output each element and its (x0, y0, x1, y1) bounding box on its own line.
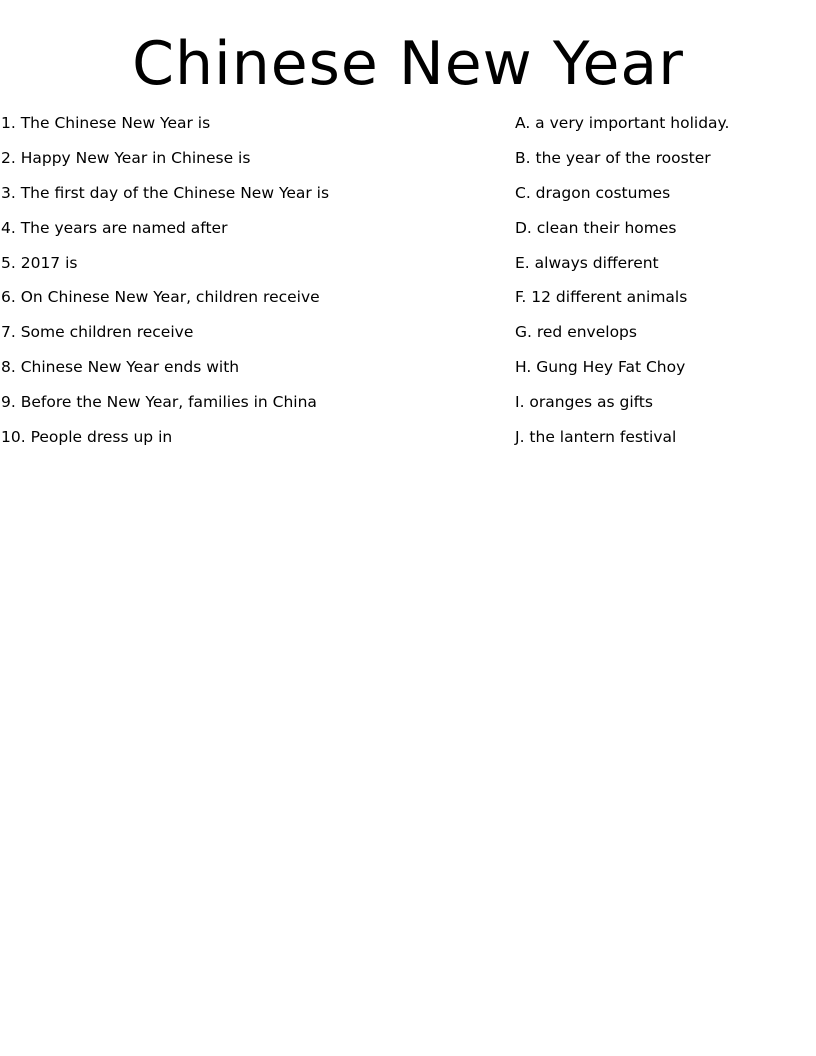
page-title: Chinese New Year (132, 29, 684, 99)
question-item: 1. The Chinese New Year is (1, 114, 211, 132)
answer-item: D. clean their homes (515, 218, 677, 237)
question-item: 3. The first day of the Chinese New Year is (1, 183, 330, 202)
question-item: 2. Happy New Year in Chinese is (1, 148, 251, 167)
question-item: 4. The years are named after (1, 218, 228, 237)
answer-item: I. oranges as gifts (515, 393, 653, 412)
answer-item: G. red envelops (515, 323, 637, 342)
question-item: 6. On Chinese New Year, children receive (1, 288, 320, 307)
answers-list (515, 112, 810, 461)
answer-item: E. always different (515, 253, 659, 272)
question-item: 9. Before the New Year, families in China (1, 393, 317, 412)
questions-list (1, 112, 481, 461)
question-item: 5. 2017 is (1, 253, 78, 272)
answer-item: F. 12 different animals (515, 288, 688, 307)
question-item: 8. Chinese New Year ends with (1, 358, 240, 377)
question-item: 7. Some children receive (1, 323, 194, 342)
answer-item: H. Gung Hey Fat Choy (515, 358, 686, 377)
answer-item: A. a very important holiday. (515, 114, 730, 132)
question-item: 10. People dress up in (1, 428, 173, 447)
answer-item: B. the year of the rooster (515, 148, 711, 167)
answer-item: J. the lantern festival (515, 428, 677, 447)
answer-item: C. dragon costumes (515, 183, 671, 202)
